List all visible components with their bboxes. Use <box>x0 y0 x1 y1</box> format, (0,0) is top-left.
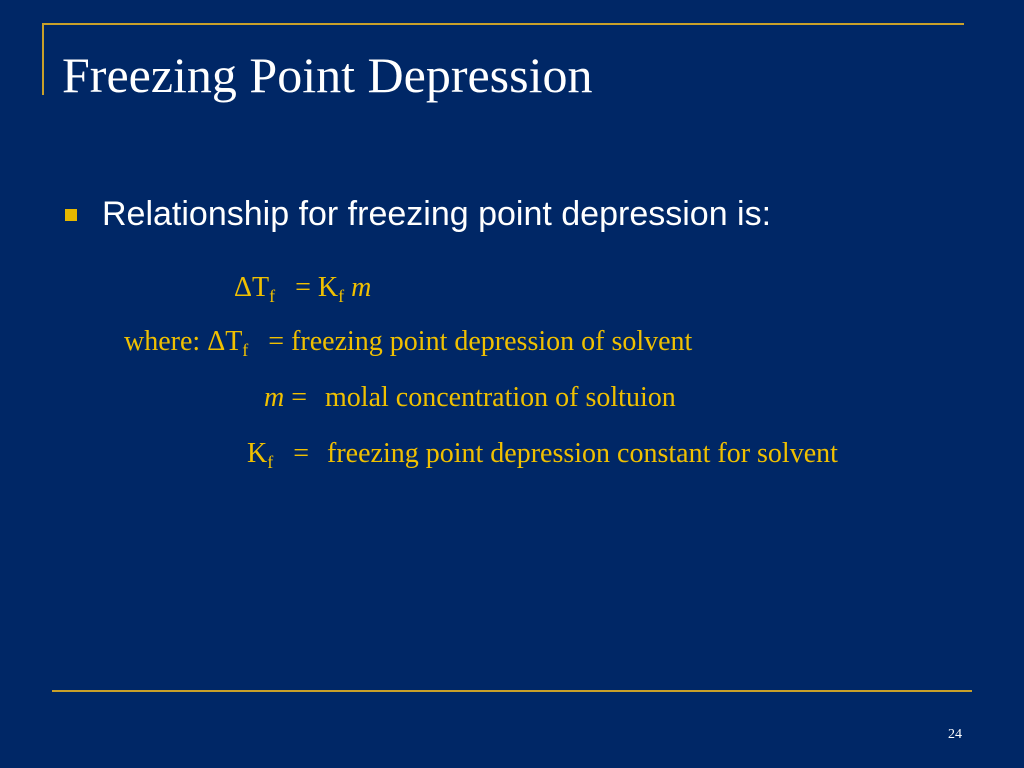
definition-text: freezing point depression of solvent <box>291 326 693 357</box>
definition-m <box>264 378 676 418</box>
definition-subscript: f <box>267 452 274 472</box>
definition-delta-t <box>124 322 692 362</box>
slide-title: Freezing Point Depression <box>62 47 593 103</box>
bullet-text: Relationship for freezing point depression is: <box>102 195 772 233</box>
formula-delta-t: ΔT <box>234 272 270 303</box>
formula-t-subscript: f <box>269 286 276 306</box>
formula-equals: = <box>295 272 311 303</box>
definition-equals: = <box>268 326 285 357</box>
formula-k-subscript: f <box>338 286 345 306</box>
page-number: 24 <box>948 727 962 742</box>
definition-symbol: K <box>247 438 268 469</box>
main-formula <box>234 268 371 308</box>
definition-subscript: f <box>242 340 249 360</box>
frame-left-line <box>42 23 44 95</box>
formula-m: m <box>351 272 372 303</box>
footer-line <box>52 690 972 692</box>
where-label: where: <box>124 326 201 357</box>
definition-equals: = <box>291 382 308 413</box>
definition-text: molal concentration of soltuion <box>325 382 676 413</box>
frame-top-line <box>42 23 964 25</box>
definition-k <box>247 434 838 474</box>
formula-k: K <box>317 272 339 303</box>
definition-equals: = <box>293 438 310 469</box>
definition-symbol: m <box>264 382 285 413</box>
square-bullet-icon <box>65 209 77 221</box>
definition-symbol: ΔT <box>207 326 243 357</box>
definition-text: freezing point depression constant for solvent <box>327 438 838 469</box>
